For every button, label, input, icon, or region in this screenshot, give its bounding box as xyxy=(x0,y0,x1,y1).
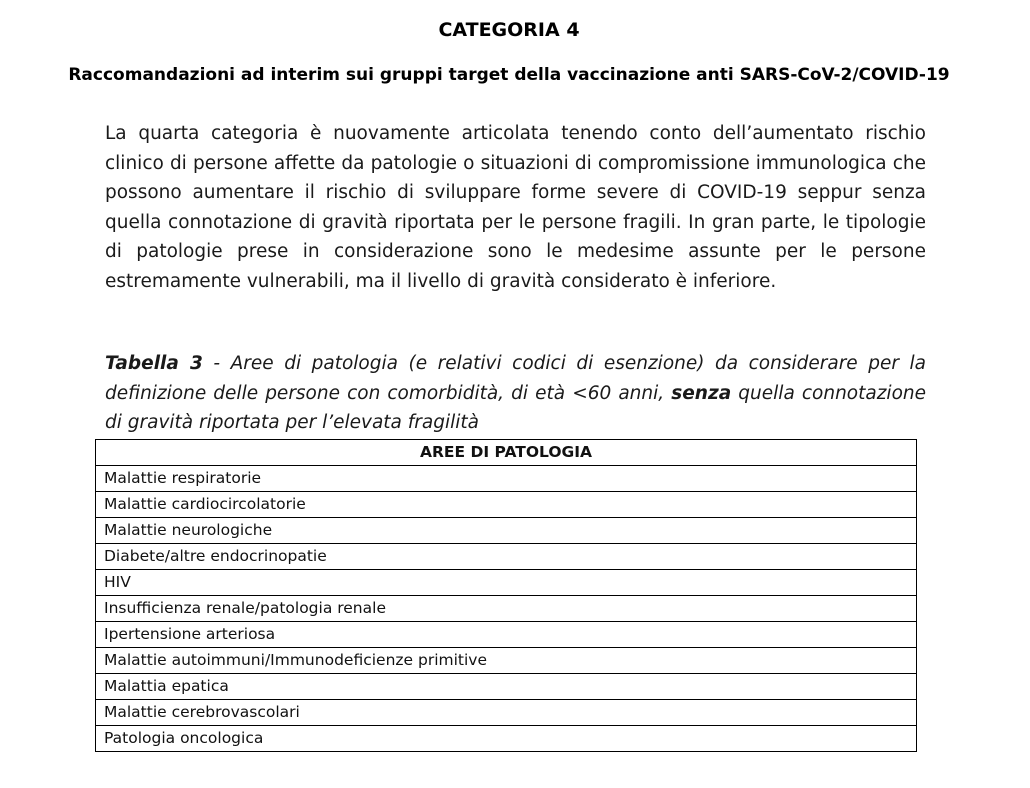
table-cell: Diabete/altre endocrinopatie xyxy=(96,544,917,570)
table-caption-text: - Aree di patologia (e relativi codici di esenzione) da considerare per la definizione delle persone con comorbidità, di età <60 anni, xyxy=(105,353,926,404)
table-cell: Patologia oncologica xyxy=(96,726,917,752)
table-caption-text-end: quella connotazione di gravità riportata per l’elevata fragilità xyxy=(105,382,926,434)
document-subtitle: Raccomandazioni ad interim sui gruppi target della vaccinazione anti SARS-CoV-2/COVID-19 xyxy=(68,65,950,85)
pathology-table-container xyxy=(95,439,917,752)
table-row xyxy=(96,466,917,492)
table-cell: Malattie autoimmuni/Immunodeficienze primitive xyxy=(96,648,917,674)
table-row xyxy=(96,700,917,726)
table-row xyxy=(96,596,917,622)
table-cell: Malattie cardiocircolatorie xyxy=(96,492,917,518)
table-row xyxy=(96,492,917,518)
table-row xyxy=(96,648,917,674)
table-row xyxy=(96,518,917,544)
table-cell: HIV xyxy=(96,570,917,596)
table-caption-emphasis: senza xyxy=(671,382,732,404)
table-cell: Malattie cerebrovascolari xyxy=(96,700,917,726)
table-cell: Insufficienza renale/patologia renale xyxy=(96,596,917,622)
table-cell: Malattie respiratorie xyxy=(96,466,917,492)
table-row xyxy=(96,674,917,700)
table-cell: Ipertensione arteriosa xyxy=(96,622,917,648)
table-caption xyxy=(105,349,926,438)
table-header-row xyxy=(96,440,917,466)
table-row xyxy=(96,544,917,570)
table-header-cell: AREE DI PATOLOGIA xyxy=(96,440,917,466)
table-cell: Malattia epatica xyxy=(96,674,917,700)
table-cell: Malattie neurologiche xyxy=(96,518,917,544)
intro-paragraph: La quarta categoria è nuovamente articolata tenendo conto dell’aumentato rischio clinico di persone affette da patologie o situazioni di compromissione immunologica che possono aumentare il rischio di sviluppare forme severe di COVID-19 seppur senza quella connotazione di gravità riportata per le persone fragili. In gran parte, le tipologie di patologie prese in considerazione sono le medesime assunte per le persone estremamente vulnerabili, ma il livello di gravità considerato è inferiore. xyxy=(105,123,926,292)
table-caption-label: Tabella 3 xyxy=(105,353,203,374)
table-row xyxy=(96,622,917,648)
table-row xyxy=(96,570,917,596)
pathology-table xyxy=(95,439,917,752)
table-row xyxy=(96,726,917,752)
page-title: CATEGORIA 4 xyxy=(438,19,580,41)
